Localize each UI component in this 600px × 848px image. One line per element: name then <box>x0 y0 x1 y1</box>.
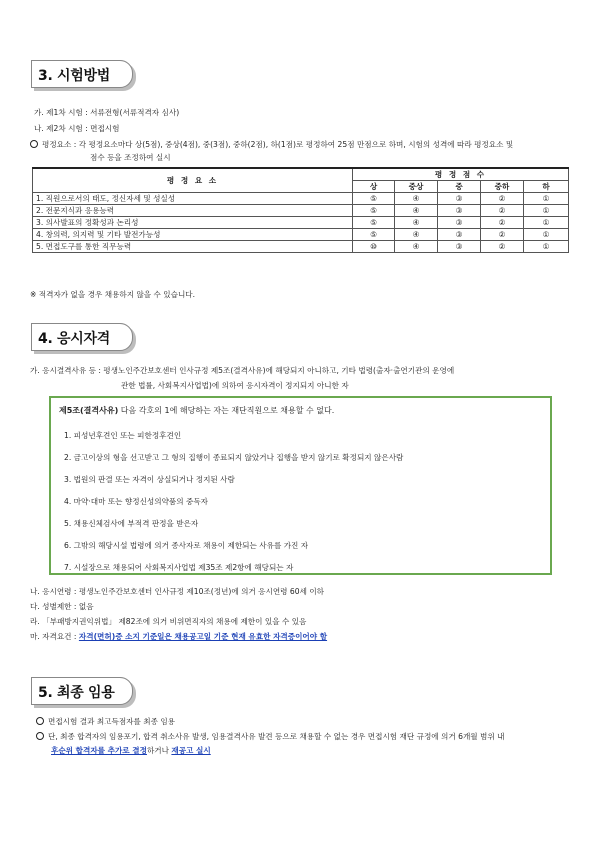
final-appointment-1: 면접시험 결과 최고득점자를 최종 임용 <box>36 716 175 727</box>
circle-bullet-icon <box>30 140 38 148</box>
list-item: 2. 금고이상의 형을 선고받고 그 형의 집행이 종료되지 않았거나 집행을 받지 않기로 확정되지 않은사람 <box>64 453 404 462</box>
circle-bullet-icon <box>36 717 44 725</box>
additional-pass-highlight: 후순위 합격자를 추가로 결정 <box>51 746 147 755</box>
license-highlight: 자격(면허)증 소지 기준일은 채용공고일 기준 현재 유효한 자격증이어야 함 <box>78 632 328 641</box>
section-title: 5. 최종 임용 <box>38 685 115 701</box>
disqualification-line-1: 가. 응시결격사유 등 : 평생노인주간보호센터 인사규정 제5조(결격사유)에 해당되지 아니하고, 기타 법령(출자·출연기관의 운영에 <box>30 366 455 375</box>
table-row: 1. 직원으로서의 태도, 정신자세 및 성실성 ⑤ ④ ③ ② ① <box>33 193 569 205</box>
table-row: 5. 면접도구를 통한 직무능력 ⑩ ④ ③ ② ① <box>33 241 569 253</box>
table-row: 4. 창의력, 의지력 및 기타 발전가능성 ⑤ ④ ③ ② ① <box>33 229 569 241</box>
section-heading-3 <box>31 60 133 88</box>
criteria-line-1: 평정요소 : 각 평정요소마다 상(5점), 중상(4점), 중(3점), 중하(2점), 하(1점)로 평정하여 25점 만점으로 하며, 시험의 성격에 따라 평정요소 및 <box>30 139 513 150</box>
header-scores: 평 정 점 수 <box>353 168 569 181</box>
level-header: 중 <box>438 181 481 193</box>
header-elements: 평 정 요 소 <box>33 168 353 193</box>
list-item: 6. 그밖의 해당시설 법령에 의거 종사자로 채용이 제한되는 사유를 가진 자 <box>64 541 309 550</box>
level-header: 상 <box>353 181 395 193</box>
circle-bullet-icon <box>36 732 44 740</box>
section-title: 3. 시험방법 <box>38 68 110 84</box>
age-requirement: 나. 응시연령 : 평생노인주간보호센터 인사규정 제10조(정년)에 의거 응시연령 60세 이하 <box>30 587 325 596</box>
section-heading-4 <box>31 323 133 351</box>
section-title: 4. 응시자격 <box>38 331 110 347</box>
list-item: 5. 채용신체검사에 부적격 판정을 받은자 <box>64 519 199 528</box>
list-item: 7. 시설장으로 채용되어 사회복지사업법 제35조 제2항에 해당되는 자 <box>64 563 294 572</box>
final-appointment-2-cont: 후순위 합격자를 추가로 결정하거나 재공고 실시 <box>51 746 211 755</box>
disqualification-line-2: 관한 법률, 사회복지사업법)에 의하여 응시자격이 정지되지 아니한 자 <box>121 381 349 390</box>
box-title: 제5조(결격사유) 다음 각호의 1에 해당하는 자는 재단직원으로 채용할 수 없다. <box>59 406 335 415</box>
exam-stage-2: 나. 제2차 시험 : 면접시험 <box>34 124 120 133</box>
table-row: 2. 전문지식과 응용능력 ⑤ ④ ③ ② ① <box>33 205 569 217</box>
level-header: 중상 <box>395 181 438 193</box>
license-requirement: 마. 자격요건 : 자격(면허)증 소지 기준일은 채용공고일 기준 현재 유효한 자격증이어야 함 <box>30 632 328 641</box>
table-row: 3. 의사발표의 정확성과 논리성 ⑤ ④ ③ ② ① <box>33 217 569 229</box>
final-appointment-2: 단, 최종 합격자의 임용포기, 합격 취소사유 발생, 임용결격사유 발견 등으로 채용할 수 없는 경우 면접시험 재단 규정에 의거 6개월 범위 내 <box>36 731 504 742</box>
anti-corruption-note: 라. 「부패방지권익위법」 제82조에 의거 비위면직자의 채용에 제한이 있을 수 있음 <box>30 617 307 626</box>
gender-requirement: 다. 성별제한 : 없음 <box>30 602 94 611</box>
level-header: 중하 <box>481 181 524 193</box>
list-item: 1. 피성년후견인 또는 피한정후견인 <box>64 431 182 440</box>
re-announce-highlight: 재공고 실시 <box>171 746 211 755</box>
exam-stage-1: 가. 제1차 시험 : 서류전형(서류적격자 심사) <box>34 108 180 117</box>
no-hire-note: ※ 적격자가 없을 경우 채용하지 않을 수 있습니다. <box>30 290 196 299</box>
evaluation-table <box>32 167 569 253</box>
disqualification-box <box>49 396 552 575</box>
criteria-line-2: 점수 등을 조정하여 실시 <box>90 153 171 162</box>
list-item: 3. 법원의 판결 또는 자격이 상실되거나 정지된 사람 <box>64 475 235 484</box>
list-item: 4. 마약·대마 또는 향정신성의약품의 중독자 <box>64 497 209 506</box>
level-header: 하 <box>524 181 569 193</box>
section-heading-5 <box>31 677 133 705</box>
